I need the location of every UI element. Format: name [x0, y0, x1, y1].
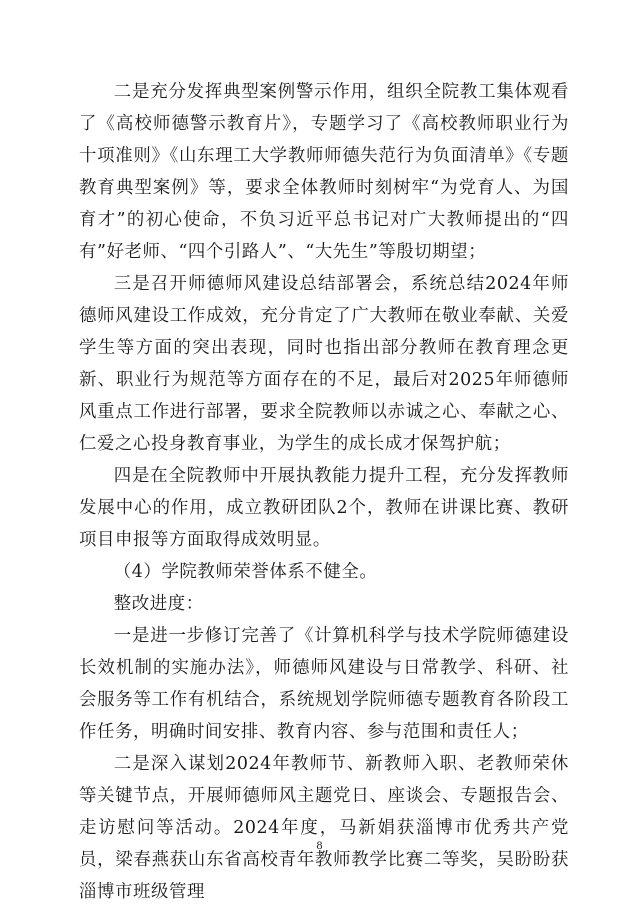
- paragraph-typical-case-warning: 二是充分发挥典型案例警示作用，组织全院教工集体观看了《高校师德警示教育片》，专题学习了《高校教师职业行为十项准则》《山东理工大学教师师德失范行为负面清单》《专题教育典型案例》等，要求全体教师时刻树牢“为党育人、为国育才”的初心使命，不负习近平总书记对广大教师提出的“四有”好老师、“四个引路人”、“大先生”等殷切期望；: [79, 82, 569, 262]
- page-number: 8: [316, 838, 323, 852]
- rectification-progress-label: 整改进度：: [113, 594, 204, 614]
- paragraph-summary-meeting: 三是召开师德师风建设总结部署会，系统总结2024年师德师风建设工作成效，充分肯定了广大教师在敬业奉献、关爱学生等方面的突出表现，同时也指出部分教师在教育理念更新、职业行为规范等方面存在的不足，最后对2025年师德师风重点工作进行部署，要求全院教师以赤诚之心、奉献之心、仁爱之心投身教育事业，为学生的成长成才保驾护航；: [79, 274, 569, 454]
- section-heading-honor-system: （4）学院教师荣誉体系不健全。: [113, 562, 378, 582]
- paragraph-teaching-ability: 四是在全院教师中开展执教能力提升工程，充分发挥教师发展中心的作用，成立教研团队2个，教师在讲课比赛、教研项目申报等方面取得成效明显。: [79, 466, 569, 550]
- paragraph-revised-measures: 一是进一步修订完善了《计算机科学与技术学院师德建设长效机制的实施办法》，师德师风建设与日常教学、科研、社会服务等工作有机结合，系统规划学院师德专题教育各阶段工作任务，明确时间安排、教育内容、参与范围和责任人；: [79, 626, 569, 742]
- paragraph-key-nodes-activities: 二是深入谋划2024年教师节、新教师入职、老教师荣休等关键节点，开展师德师风主题党日、座谈会、专题报告会、走访慰问等活动。2024年度，马新娟获淄博市优秀共产党员，梁春燕获山东省高校青年教师教学比赛二等奖，吴盼盼获淄博市班级管理: [79, 754, 569, 902]
- body-text: [79, 76, 569, 908]
